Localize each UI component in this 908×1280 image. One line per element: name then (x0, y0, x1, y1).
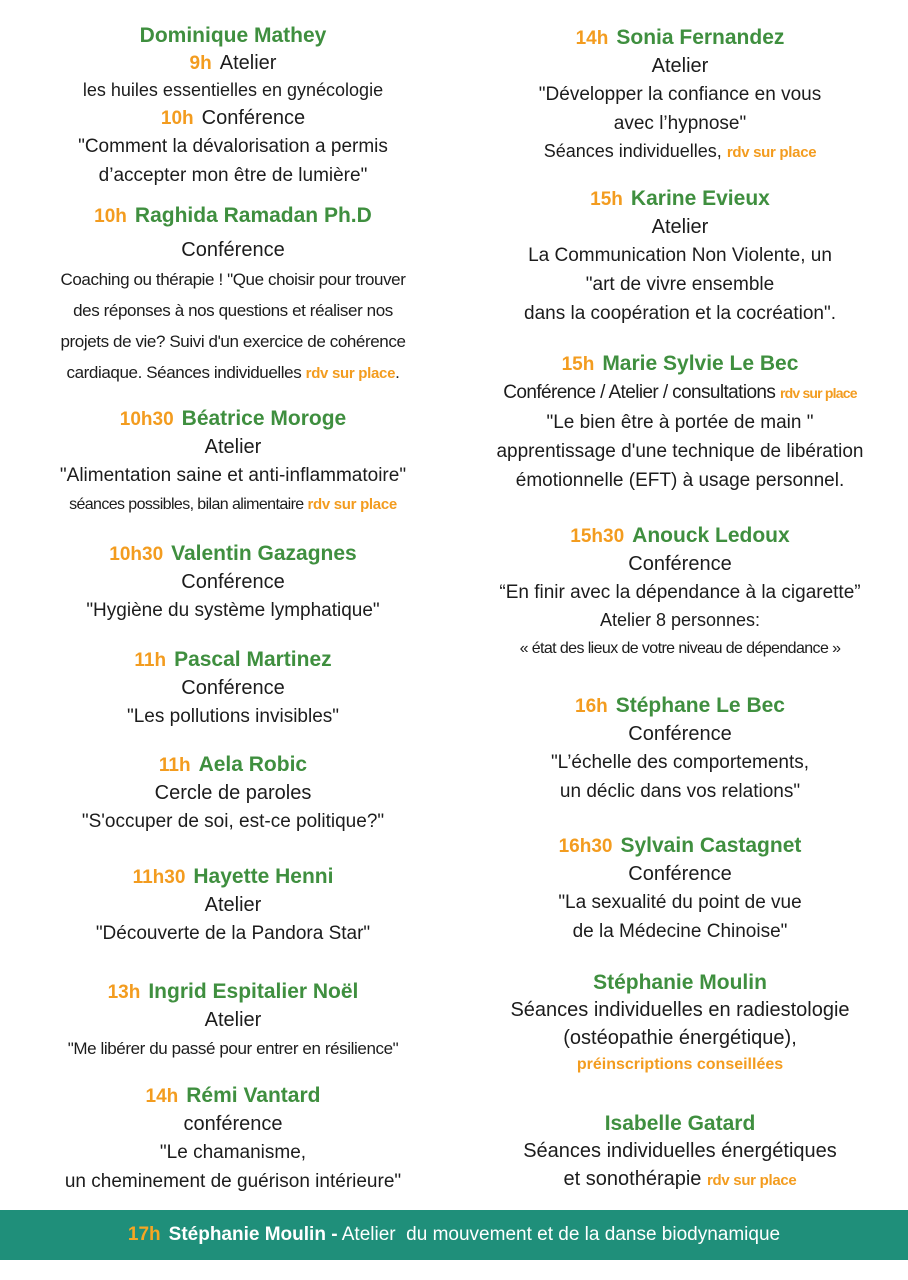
session-line (0, 104, 466, 132)
session-title: d’accepter mon être de lumière" (98, 165, 368, 186)
speaker-heading (0, 405, 466, 433)
session-title: de la Médecine Chinoise" (572, 921, 788, 942)
session-title: "Développer la confiance en vous (538, 84, 822, 105)
session-description: Coaching ou thérapie ! "Que choisir pour trouver (60, 270, 406, 289)
session-type: Conférence (201, 107, 306, 129)
speaker-name: Marie Sylvie Le Bec (602, 352, 799, 375)
session-type: Conférence (628, 723, 732, 745)
session-type: Atelier (651, 216, 709, 238)
rdv-highlight: rdv sur place (305, 365, 396, 382)
session-type: Cercle de paroles (154, 782, 312, 804)
speaker-heading (452, 969, 908, 996)
session-title: avec l’hypnose" (613, 113, 747, 134)
session-title: "Découverte de la Pandora Star" (95, 923, 371, 944)
speaker-heading (0, 22, 466, 49)
session-description: séances possibles, bilan alimentaire rdv sur place (69, 496, 397, 513)
footer-session-type: Atelier (337, 1224, 396, 1245)
rdv-highlight: rdv sur place (726, 144, 817, 161)
session-title: "La sexualité du point de vue (558, 892, 802, 913)
speaker-heading (452, 1110, 908, 1137)
entry-stephane-le-bec (452, 692, 908, 806)
entry-valentin-gazagnes (0, 540, 466, 625)
entry-marie-sylvie-le-bec (452, 350, 908, 495)
session-title: "Les pollutions invisibles" (126, 706, 340, 727)
session-time: 13h (107, 982, 141, 1003)
speaker-heading (0, 202, 466, 230)
entry-anouck-ledoux (452, 522, 908, 663)
session-time: 14h (145, 1086, 179, 1107)
session-description: dans la coopération et la cocréation". (524, 303, 836, 324)
session-time: 15h30 (570, 526, 625, 547)
session-title: "Me libérer du passé pour entrer en résilience" (67, 1039, 399, 1058)
session-type: Atelier (204, 436, 262, 458)
session-time: 10h (94, 206, 127, 227)
session-description: apprentissage d'une technique de libération (496, 441, 864, 462)
session-title: "Le bien être à portée de main " (546, 412, 814, 433)
speaker-name: Sonia Fernandez (616, 26, 785, 49)
session-type: Conférence (181, 571, 285, 593)
session-description: Séances individuelles en radiestologie (510, 999, 850, 1021)
session-title: "Hygiène du système lymphatique" (86, 600, 380, 621)
session-description: des réponses à nos questions et réaliser nos (73, 301, 393, 320)
preinscription-note: préinscriptions conseillées (576, 1056, 784, 1073)
session-description: et sonothérapie rdv sur place (563, 1168, 797, 1190)
speaker-name: Stéphane Le Bec (615, 694, 785, 717)
session-time: 10h30 (109, 544, 164, 565)
session-type: Conférence (628, 553, 732, 575)
entry-sonia-fernandez (452, 24, 908, 166)
speaker-name: Sylvain Castagnet (620, 834, 802, 857)
speaker-heading (452, 692, 908, 720)
speaker-name: Stéphanie Moulin (593, 971, 767, 994)
speaker-heading (452, 522, 908, 550)
rdv-highlight: rdv sur place (779, 385, 857, 401)
session-time: 11h (158, 755, 191, 776)
session-time: 14h (575, 28, 609, 49)
entry-beatrice-moroge (0, 405, 466, 519)
session-line (0, 49, 466, 77)
session-time: 15h (590, 189, 623, 210)
session-topic: les huiles essentielles en gynécologie (82, 80, 384, 100)
entry-isabelle-gatard (452, 1110, 908, 1195)
speaker-name: Ingrid Espitalier Noël (148, 980, 359, 1003)
speaker-name: Hayette Henni (193, 865, 334, 888)
speaker-heading (452, 832, 908, 860)
speaker-name: Valentin Gazagnes (171, 542, 357, 565)
session-description: Séances individuelles, rdv sur place (543, 141, 817, 161)
speaker-name: Isabelle Gatard (604, 1112, 756, 1135)
session-time: 15h (561, 354, 595, 375)
speaker-name: Aela Robic (198, 753, 308, 776)
session-description: "art de vivre ensemble (585, 274, 775, 295)
entry-remi-vantard (0, 1082, 466, 1196)
footer-speaker-name: Stéphanie Moulin - (168, 1224, 338, 1245)
speaker-heading (0, 751, 466, 779)
speaker-name: Béatrice Moroge (181, 407, 347, 430)
session-title: "Alimentation saine et anti-inflammatoire" (59, 465, 407, 486)
rdv-highlight: rdv sur place (706, 1172, 797, 1189)
session-type: Atelier (651, 55, 709, 77)
session-title: un cheminement de guérison intérieure" (64, 1171, 402, 1192)
entry-hayette-henni (0, 863, 466, 948)
session-time: 10h (160, 108, 194, 129)
speaker-heading (452, 24, 908, 52)
speaker-name: Dominique Mathey (139, 24, 327, 47)
footer-time: 17h (127, 1224, 161, 1245)
session-description: « état des lieux de votre niveau de dépendance » (519, 640, 841, 657)
speaker-name: Pascal Martinez (174, 648, 332, 671)
rdv-highlight: rdv sur place (307, 496, 397, 513)
session-description: projets de vie? Suivi d'un exercice de cohérence (60, 332, 406, 351)
entry-stephanie-moulin (452, 969, 908, 1078)
session-time: 9h (189, 53, 212, 74)
speaker-name: Anouck Ledoux (632, 524, 790, 547)
speaker-name: Rémi Vantard (186, 1084, 321, 1107)
session-time: 16h30 (558, 836, 613, 857)
entry-pascal-martinez (0, 646, 466, 731)
entry-aela-robic (0, 751, 466, 836)
session-type: Conférence / Atelier / consultations rdv sur place (503, 382, 857, 403)
session-time: 11h (134, 650, 167, 671)
session-type: Conférence (181, 239, 285, 261)
entry-dominique-mathey (0, 22, 466, 190)
entry-raghida-ramadan (0, 202, 466, 389)
speaker-name: Raghida Ramadan Ph.D (134, 204, 372, 227)
session-title: "L’échelle des comportements, (550, 752, 810, 773)
speaker-heading (0, 978, 466, 1006)
speaker-heading (452, 350, 908, 378)
session-title: un déclic dans vos relations" (559, 781, 801, 802)
speaker-heading (0, 1082, 466, 1110)
session-type: Conférence (628, 863, 732, 885)
session-time: 10h30 (119, 409, 174, 430)
session-type: Conférence (181, 677, 285, 699)
session-description: cardiaque. Séances individuelles rdv sur place. (66, 363, 400, 382)
speaker-name: Karine Evieux (630, 187, 770, 210)
session-title: "Le chamanisme, (159, 1142, 307, 1163)
session-time: 11h30 (132, 867, 186, 888)
session-description: Atelier 8 personnes: (599, 610, 761, 630)
session-description: (ostéopathie énergétique), (563, 1027, 797, 1049)
entry-sylvain-castagnet (452, 832, 908, 946)
speaker-heading (0, 863, 466, 891)
session-title: “En finir avec la dépendance à la cigarette” (499, 582, 861, 603)
session-title: "S'occuper de soi, est-ce politique?" (81, 811, 385, 832)
speaker-heading (0, 540, 466, 568)
footer-banner (0, 1210, 908, 1260)
speaker-heading (452, 185, 908, 213)
session-time: 16h (575, 696, 608, 717)
session-description: Séances individuelles énergétiques (523, 1140, 837, 1162)
session-title: "Comment la dévalorisation a permis (78, 136, 388, 157)
entry-ingrid-espitalier-noel (0, 978, 466, 1063)
entry-karine-evieux (452, 185, 908, 328)
session-type: Atelier (204, 894, 262, 916)
session-type: Atelier (204, 1009, 262, 1031)
session-type: conférence (183, 1113, 283, 1135)
footer-session-title: du mouvement et de la danse biodynamique (395, 1224, 781, 1245)
speaker-heading (0, 646, 466, 674)
session-description: émotionnelle (EFT) à usage personnel. (515, 470, 845, 491)
session-type: Atelier (219, 52, 277, 74)
session-description: La Communication Non Violente, un (528, 245, 832, 266)
